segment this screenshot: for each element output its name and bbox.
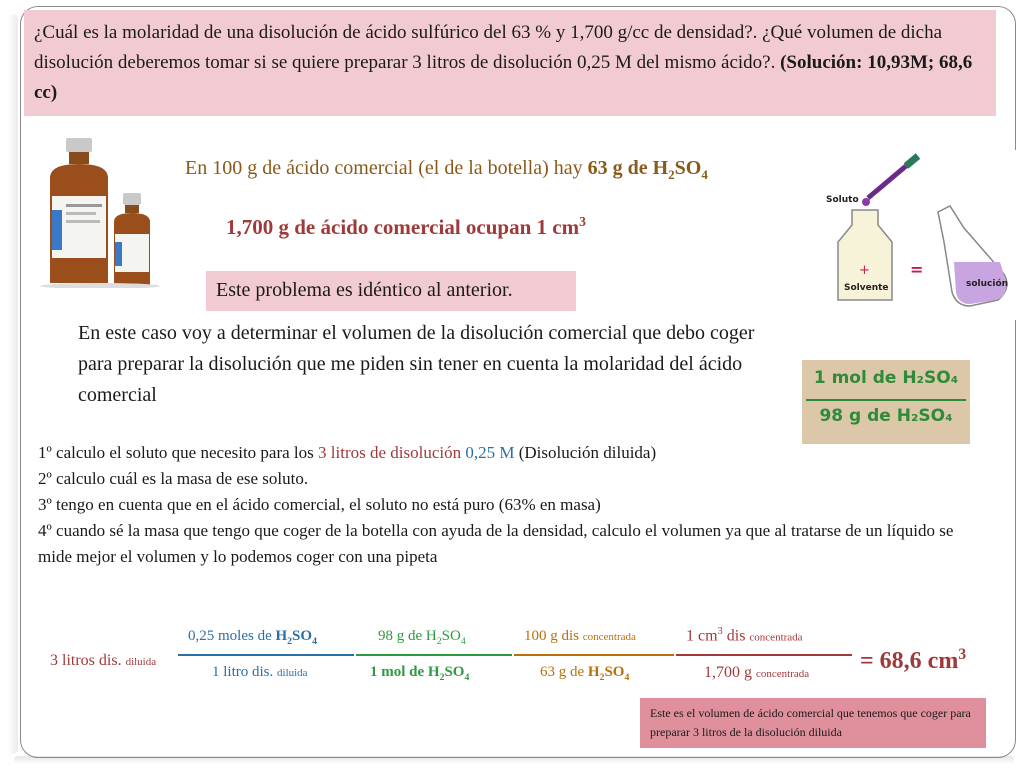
question-solution: (Solución: 10,93M; 68,6 cc) — [34, 52, 973, 103]
calc-lead-small: diluida — [125, 656, 157, 668]
calc-lead — [50, 652, 156, 670]
solvente-label: Solvente — [844, 283, 889, 293]
f1-sub2: 2 — [287, 636, 293, 647]
factor-3-numerator — [524, 628, 636, 645]
factor-4-numerator — [686, 626, 803, 645]
step-2: 2º calculo cuál es la masa de ese soluto. — [38, 469, 309, 488]
fraction-bar — [806, 399, 966, 401]
f3-num-text: 100 g dis — [524, 628, 583, 644]
f4-den-small: concentrada — [756, 668, 810, 680]
fraction-bar-3 — [514, 654, 674, 656]
f2-num-text: 98 g de H — [378, 628, 437, 644]
commercial-acid-density — [226, 214, 586, 240]
f4-num-sup: 3 — [717, 626, 723, 637]
f3-sub4: 4 — [624, 672, 630, 683]
step-1 — [38, 440, 958, 466]
f3-so: SO — [604, 664, 625, 680]
step-1-end: (Disolución diluida) — [514, 443, 657, 462]
explanation-paragraph: En este caso voy a determinar el volumen de la disolución comercial que debo coger para preparar la disolución que me piden sin tener en cuenta la molaridad del ácido comercial — [78, 322, 755, 406]
f2-num-so: SO — [441, 628, 461, 644]
composition-so: SO — [674, 157, 702, 179]
density-sup: 3 — [579, 214, 586, 229]
composition-mass-text: 63 g de H — [587, 157, 669, 179]
factor-4-denominator — [704, 664, 809, 682]
f2-den-sub2: 2 — [439, 672, 445, 683]
composition-sub2: 2 — [668, 167, 675, 182]
solucion-label: solución — [966, 279, 1009, 289]
answer-box: Este es el volumen de ácido comercial que tenemos que coger para preparar 3 litros de la disolución diluida — [640, 698, 986, 748]
calc-result — [860, 646, 966, 675]
density-text: 1,700 g de ácido comercial ocupan 1 cm — [226, 215, 580, 239]
mol-bottom: 98 g de H₂SO₄ — [819, 406, 953, 426]
step-1-volume: 3 litros de disolución — [318, 443, 466, 462]
f4-num-small: concentrada — [749, 631, 803, 644]
fraction-bar-2 — [356, 654, 512, 656]
step-4: 4º cuando sé la masa que tengo que coger de la botella con ayuda de la densidad, calculo el volumen ya que al tratarse de un líquido se mide mejor el volumen y lo podemos coger con una pipeta — [38, 521, 954, 566]
composition-mass — [587, 157, 708, 182]
f2-num-sub4: 4 — [460, 636, 466, 647]
f1-sub4: 4 — [312, 636, 317, 647]
step-3: 3º tengo en cuenta que en el ácido comercial, el soluto no está puro (63% en masa) — [38, 495, 601, 514]
f2-den-sub4: 4 — [464, 672, 470, 683]
step-1-text: 1º calculo el soluto que necesito para los — [38, 443, 319, 462]
solution-diagram — [820, 150, 1016, 320]
f4-num-end: dis — [722, 627, 750, 645]
equals-label: = — [910, 260, 924, 279]
composition-sub4: 4 — [701, 167, 708, 182]
f2-den-so: SO — [444, 664, 465, 680]
factor-2-numerator — [378, 628, 466, 647]
fraction-bar-4 — [676, 654, 852, 656]
fraction-bar-1 — [178, 654, 354, 656]
f3-den-formula — [587, 664, 630, 683]
f4-num-text: 1 cm — [686, 627, 718, 645]
f1-h: H — [275, 628, 288, 644]
step-1-molarity: 0,25 M — [465, 443, 515, 462]
commercial-acid-composition — [185, 157, 708, 183]
calc-result-sup: 3 — [958, 646, 967, 663]
conversion-calculation — [0, 620, 1024, 700]
f3-h: H — [587, 664, 600, 680]
f1-num-formula — [275, 628, 317, 647]
factor-2-denominator — [370, 664, 469, 683]
f1-den-text: 1 litro dis. — [212, 664, 278, 680]
note-box: Este problema es idéntico al anterior. — [206, 271, 576, 311]
calc-result-text: = 68,6 cm — [860, 648, 959, 674]
acid-bottles-image — [38, 138, 168, 288]
f3-sub2: 2 — [599, 672, 605, 683]
molar-mass-box — [802, 360, 970, 444]
mol-top: 1 mol de H₂SO₄ — [813, 368, 959, 388]
steps-list — [38, 440, 958, 570]
question-text: ¿Cuál es la molaridad de una disolución de ácido sulfúrico del 63 % y 1,700 g/cc de densidad?. ¿Qué volumen de dicha disolución deberemos tomar si se quiere preparar 3 litros de disolución 0,25 M del mismo ácido?. — [34, 22, 943, 73]
f4-den-text: 1,700 g — [704, 664, 756, 681]
factor-1-numerator — [188, 628, 317, 647]
composition-text: En 100 g de ácido comercial (el de la botella) hay — [185, 157, 588, 179]
f2-den-text: 1 mol de H — [370, 664, 440, 680]
question-box — [24, 10, 996, 116]
calc-lead-text: 3 litros dis. — [50, 652, 126, 669]
f1-so: SO — [292, 628, 313, 644]
f3-den-text: 63 g de — [540, 664, 588, 680]
soluto-label: Soluto — [826, 195, 859, 205]
factor-1-denominator — [212, 664, 308, 681]
factor-3-denominator — [540, 664, 629, 683]
f2-num-sub2: 2 — [436, 636, 442, 647]
f1-den-small: diluida — [277, 667, 308, 679]
f1-num-text: 0,25 moles de — [188, 628, 276, 644]
plus-label: + — [859, 263, 870, 278]
f3-num-small: concentrada — [582, 631, 636, 643]
